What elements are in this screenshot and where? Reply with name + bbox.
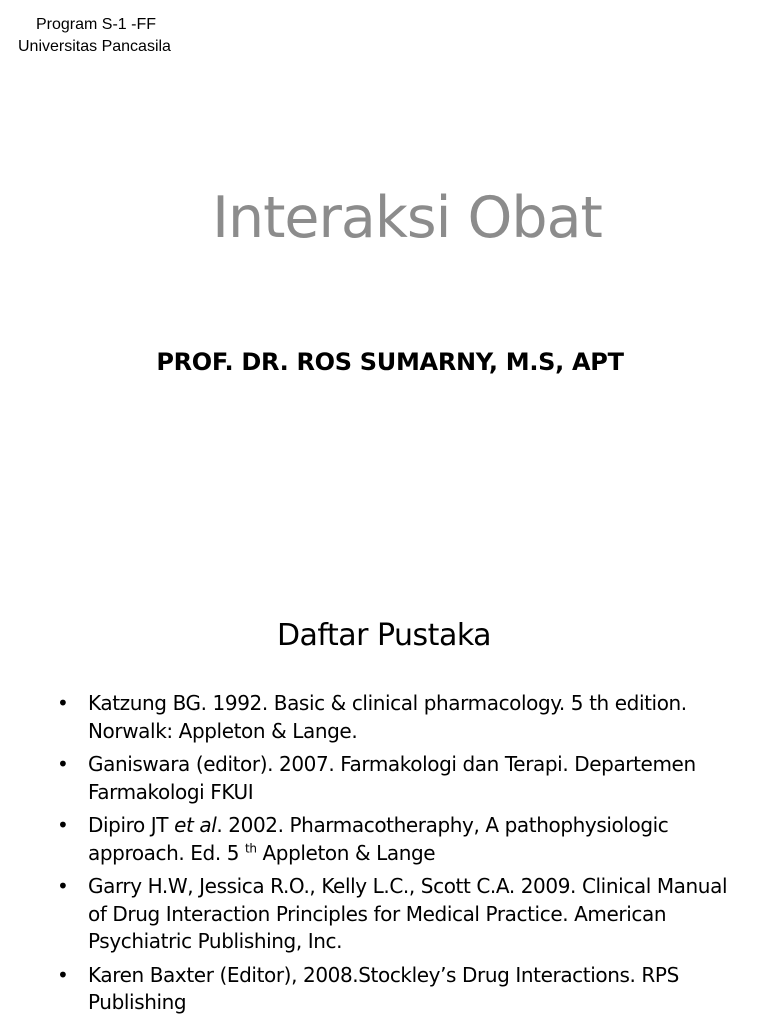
university-name: Universitas Pancasila: [18, 38, 171, 55]
reference-text-italic: et al: [174, 813, 217, 837]
presenter-name: PROF. DR. ROS SUMARNY, M.S, APT: [156, 348, 624, 376]
bullet: •: [57, 874, 69, 898]
reference-list: [57, 690, 737, 1023]
reference-item-garry: [57, 873, 737, 956]
reference-text-start: Dipiro JT: [88, 813, 175, 837]
reference-text: Ganiswara (editor). 2007. Farmakologi dan Terapi. Departemen Farmakologi FKUI: [88, 752, 696, 804]
bullet: •: [57, 962, 69, 987]
reference-text: Garry H.W, Jessica R.O., Kelly L.C., Scott C.A. 2009. Clinical Manual of Drug Interaction Principles for Medical Practice. American Psychiatric Publishing, Inc.: [88, 874, 728, 953]
reference-item-dipiro: [57, 812, 737, 867]
reference-text-middle: . 2002. Pharmacotheraphy, A pathophysiologic approach. Ed. 5: [88, 813, 669, 865]
program-name: Program S-1 -FF: [36, 16, 157, 33]
reference-superscript: th: [245, 840, 257, 855]
reference-text: Karen Baxter (Editor), 2008.Stockley’s Drug Interactions. RPS Publishing: [88, 962, 679, 1014]
institution-label: [18, 14, 238, 58]
bullet: •: [57, 752, 69, 776]
bullet: •: [57, 691, 69, 715]
reference-text: Katzung BG. 1992. Basic & clinical pharmacology. 5 th edition. Norwalk: Appleton & Lange.: [88, 691, 687, 743]
reference-text-end: Appleton & Lange: [256, 840, 436, 865]
reference-item-ganiswara: [57, 751, 737, 806]
references-heading: Daftar Pustaka: [276, 618, 492, 653]
reference-item-katzung: [57, 690, 737, 745]
slide-title: Interaksi Obat: [212, 185, 602, 251]
bullet: •: [57, 813, 69, 837]
reference-item-baxter: [57, 962, 737, 1017]
